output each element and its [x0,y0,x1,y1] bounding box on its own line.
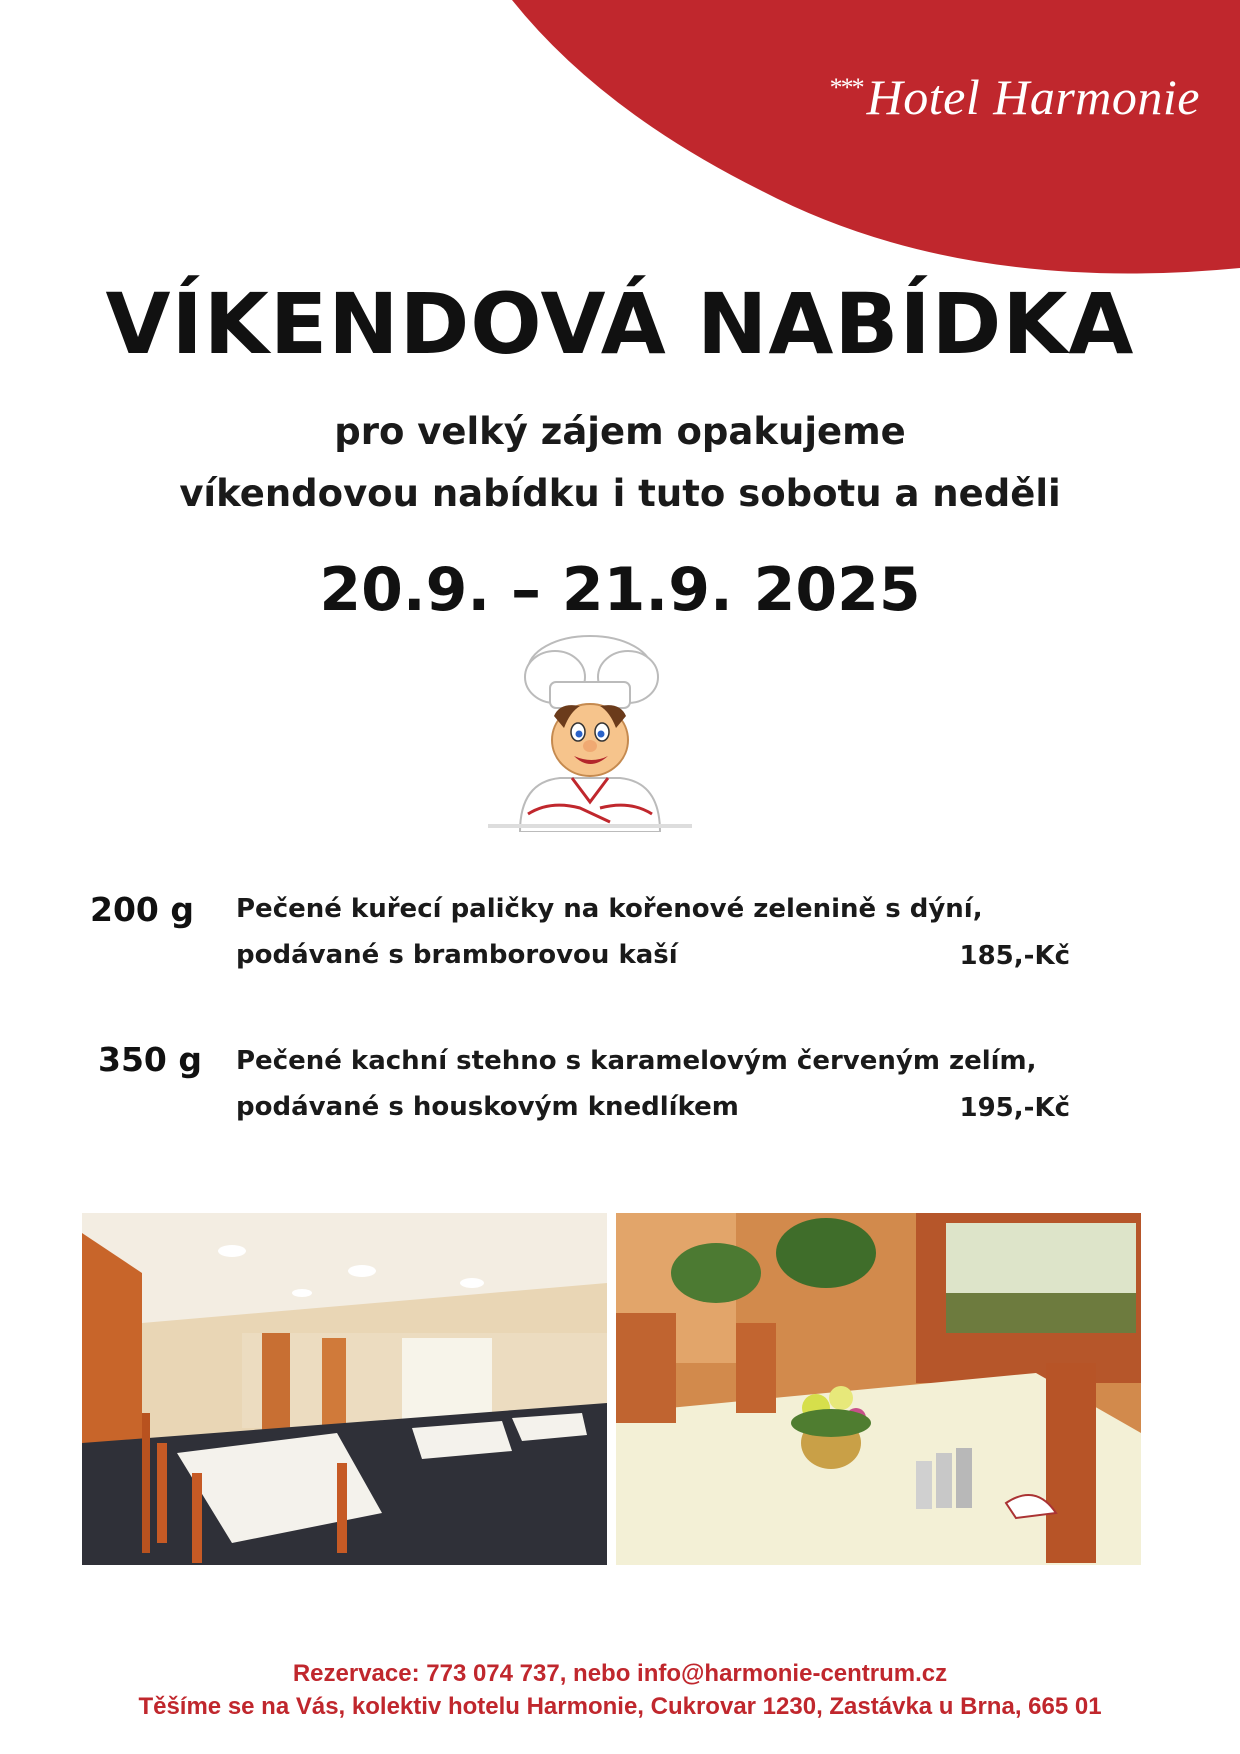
brand-corner-shape [0,0,1240,300]
table-setting-photo [616,1213,1141,1565]
menu-item-1-line-2: podávané s bramborovou kaší [236,940,678,970]
menu-item-2-weight: 350 g [98,1040,202,1079]
footer-address: Těšíme se na Vás, kolektiv hotelu Harmonie, Cukrovar 1230, Zastávka u Brna, 665 01 [138,1693,1102,1720]
menu-item-1-line-1: Pečené kuřecí paličky na kořenové zelenině s dýní, [236,894,983,924]
page-title: VÍKENDOVÁ NABÍDKA [105,275,1135,373]
menu-item-1-weight: 200 g [90,890,194,929]
menu-item-2-description [236,1038,1037,1130]
footer-reservation: Rezervace: 773 074 737, nebo info@harmonie-centrum.cz [292,1660,948,1687]
subtitle-line-2: víkendovou nabídku i tuto sobotu a neděli [179,472,1061,515]
logo-stars: *** [829,73,863,102]
restaurant-hall-photo [82,1213,607,1565]
menu-item-2-line-1: Pečené kachní stehno s karamelovým červeným zelím, [236,1046,1037,1076]
menu-item-2-price: 195,-Kč [959,1093,1070,1123]
logo-name: Hotel Harmonie [866,69,1200,125]
menu-item-1-description [236,886,983,978]
chef-illustration [480,632,700,832]
menu-item-2-line-2: podávané s houskovým knedlíkem [236,1092,739,1122]
subtitle-line-1: pro velký zájem opakujeme [334,410,906,453]
menu-item-1-price: 185,-Kč [959,941,1070,971]
offer-dates: 20.9. – 21.9. 2025 [319,555,921,625]
hotel-logo [830,68,1200,126]
